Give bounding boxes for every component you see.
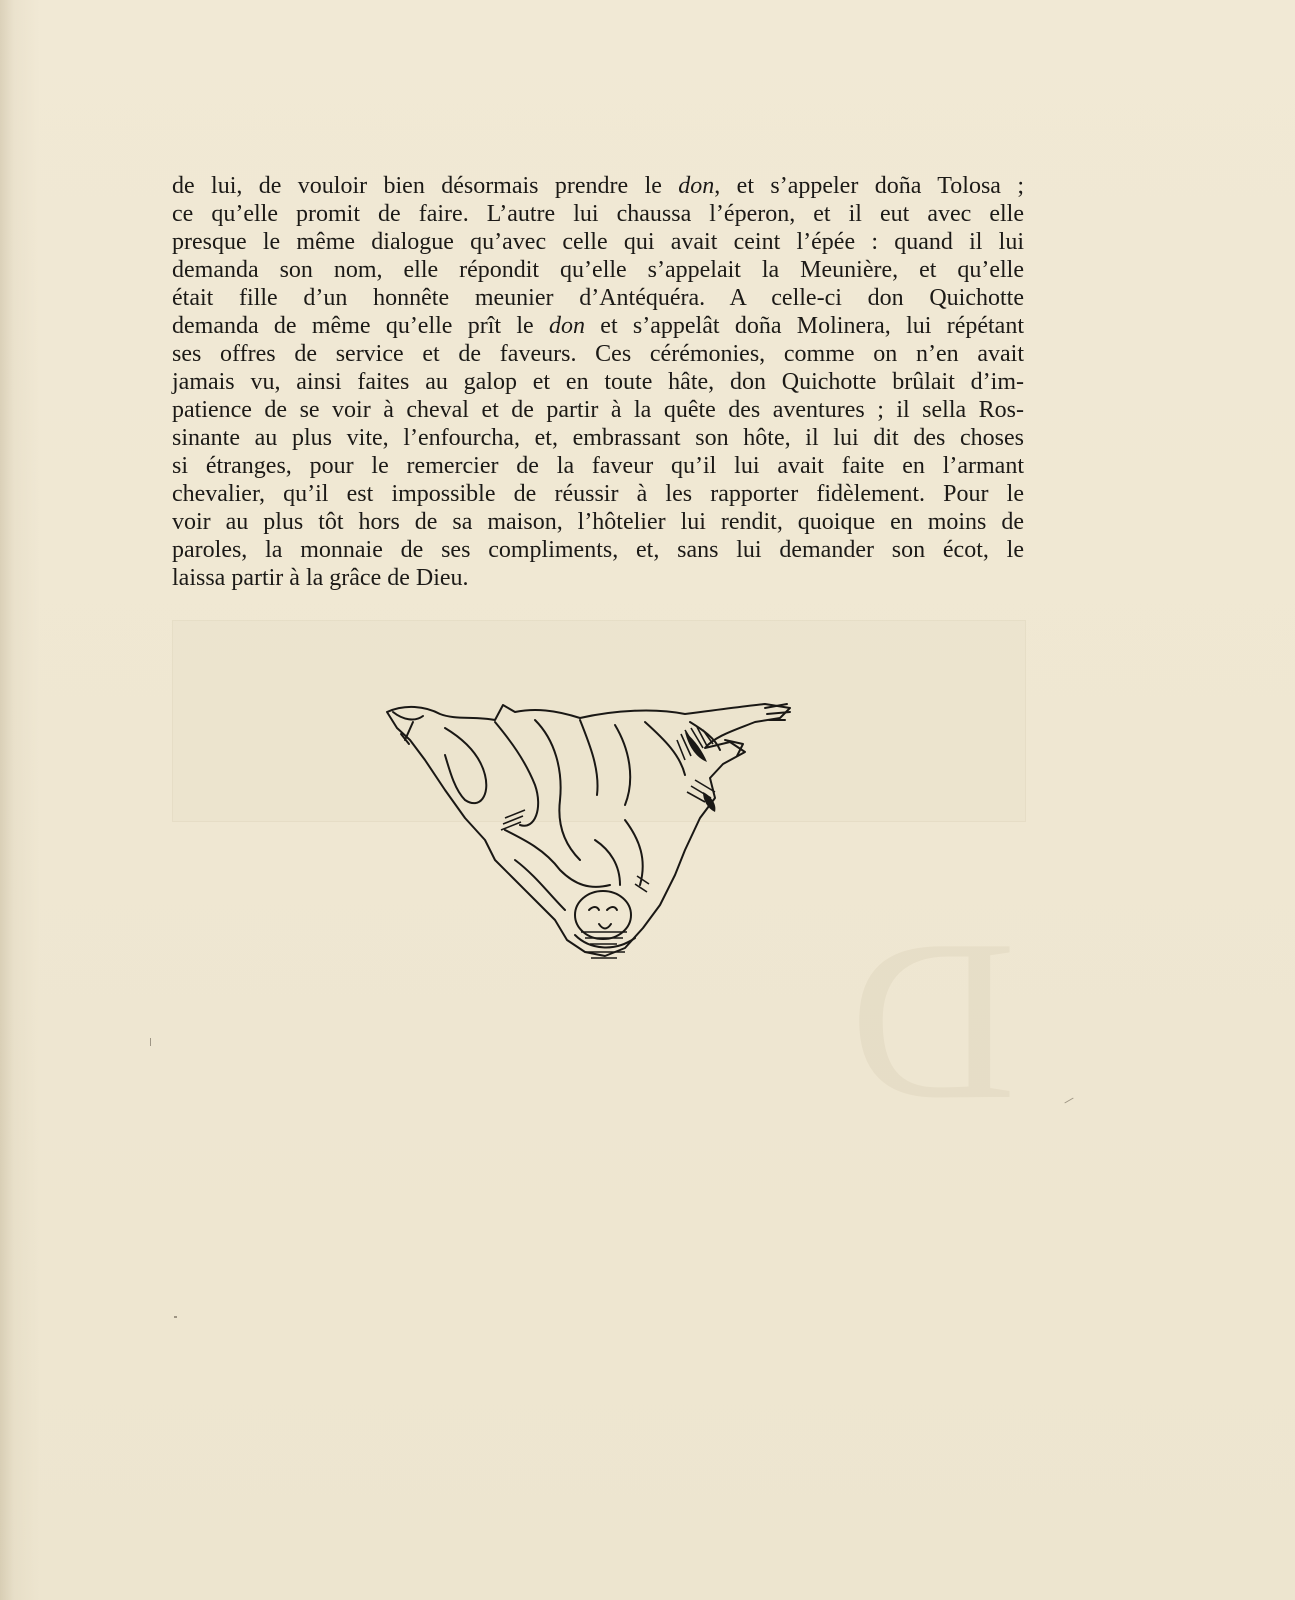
text-line xyxy=(172,480,1024,508)
text-line xyxy=(172,312,1024,340)
text-line xyxy=(172,396,1024,424)
paper-speck xyxy=(174,1316,177,1318)
text-run: jamais vu, ainsi faites au galop et en toute hâte, don Quichotte brûlait d’im- xyxy=(172,369,1024,395)
text-run: si étranges, pour le remercier de la faveur qu’il lui avait faite en l’armant xyxy=(172,453,1024,479)
text-run: laissa partir à la grâce de Dieu. xyxy=(172,565,469,591)
text-line xyxy=(172,452,1024,480)
italic-word: don xyxy=(678,173,715,199)
text-line xyxy=(172,564,1024,592)
show-through-letter: D xyxy=(850,892,1017,1147)
text-line xyxy=(172,172,1024,200)
text-line xyxy=(172,228,1024,256)
text-line xyxy=(172,200,1024,228)
paper-speck xyxy=(1064,1098,1073,1104)
text-run: demanda son nom, elle répondit qu’elle s’appelait la Meunière, et qu’elle xyxy=(172,257,1024,283)
text-run: était fille d’un honnête meunier d’Antéquéra. A celle-ci don Quichotte xyxy=(172,285,1024,311)
body-paragraph xyxy=(172,172,1024,592)
text-run: presque le même dialogue qu’avec celle qui avait ceint l’épée : quand il lui xyxy=(172,229,1024,255)
text-line xyxy=(172,508,1024,536)
text-run: , et s’appeler doña Tolosa ; xyxy=(714,173,1024,199)
text-run: chevalier, qu’il est impossible de réussir à les rapporter fidèlement. Pour le xyxy=(172,481,1024,507)
text-run: voir au plus tôt hors de sa maison, l’hôtelier lui rendit, quoique en moins de xyxy=(172,509,1024,535)
text-run: de lui, de vouloir bien désormais prendre le xyxy=(172,173,679,199)
text-run: ses offres de service et de faveurs. Ces cérémonies, comme on n’en avait xyxy=(172,341,1024,367)
text-line xyxy=(172,424,1024,452)
text-run: paroles, la monnaie de ses compliments, et, sans lui demander son écot, le xyxy=(172,537,1024,563)
text-run: sinante au plus vite, l’enfourcha, et, embrassant son hôte, il lui dit des choses xyxy=(172,425,1024,451)
text-line xyxy=(172,340,1024,368)
text-line xyxy=(172,256,1024,284)
paper-speck xyxy=(150,1038,151,1046)
italic-word: don xyxy=(549,313,585,339)
text-line xyxy=(172,536,1024,564)
text-run: patience de se voir à cheval et de partir à la quête des aventures ; il sella Ros- xyxy=(172,397,1024,423)
text-run: et s’appelât doña Molinera, lui répétant xyxy=(585,313,1024,339)
text-line xyxy=(172,284,1024,312)
text-line xyxy=(172,368,1024,396)
text-run: ce qu’elle promit de faire. L’autre lui chaussa l’éperon, et il eut avec elle xyxy=(172,201,1024,227)
text-run: demanda de même qu’elle prît le xyxy=(172,313,549,339)
tumbling-figures-vignette-icon xyxy=(385,700,815,980)
